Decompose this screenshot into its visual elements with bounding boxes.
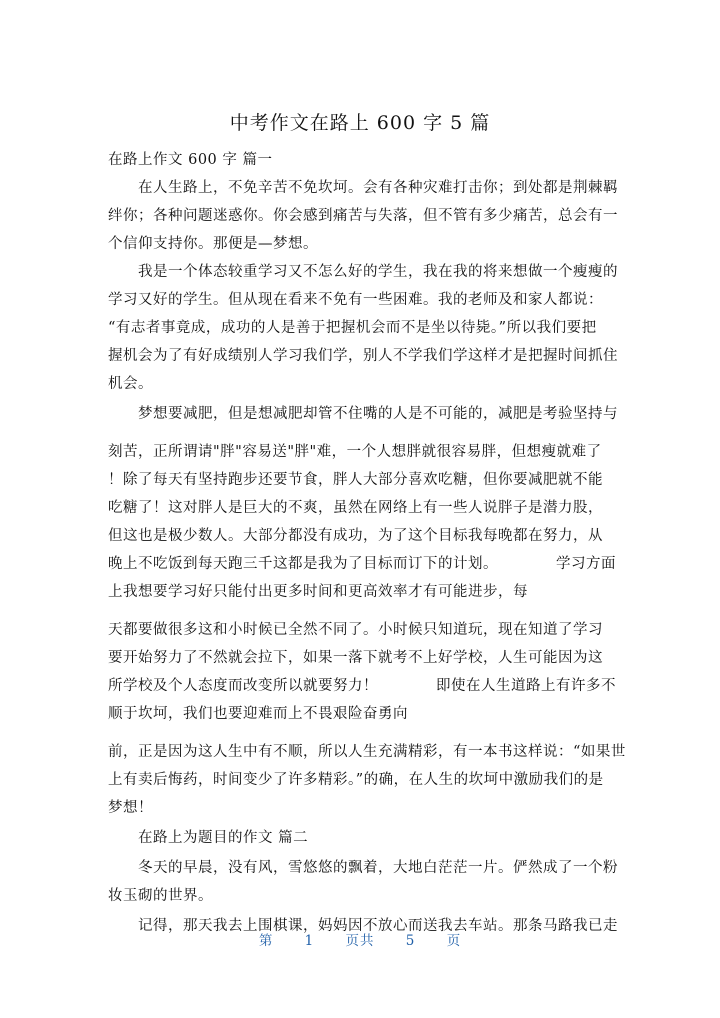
text-line-content: 吃糖了！这对胖人是巨大的不爽，虽然在网络上有一些人说胖子是潜力股， [108, 500, 603, 516]
text-line [108, 646, 603, 667]
text-line-content: 梦想！ [108, 800, 153, 816]
text-line-content: 前，正是因为这人生中有不顺，所以人生充满精彩，有一本书这样说：“如果世 [108, 744, 626, 760]
text-line [108, 468, 603, 489]
footer-total-pages: 5 [405, 933, 416, 949]
text-line-continuation: 即使在人生道路上有许多不 [436, 678, 616, 694]
text-line-content: 要开始努力了不然就会拉下，如果一落下就考不上好学校，人生可能因为这 [108, 650, 603, 666]
text-line-content: 我是一个体态较重学习又不怎么好的学生，我在我的将来想做一个瘦瘦的 [138, 264, 618, 280]
text-line-content: 在路上为题目的作文 篇二 [138, 830, 309, 846]
text-line-content: ！除了每天有坚持跑步还要节食，胖人大部分喜欢吃糖，但你要减肥就不能 [108, 472, 603, 488]
text-line-content: 冬天的早晨，没有风，雪悠悠的飘着，大地白茫茫一片。俨然成了一个粉 [138, 860, 618, 876]
text-line-content: 记得，那天我去上围棋课，妈妈因不放心而送我去车站。那条马路我已走 [138, 918, 618, 934]
text-line-content: 刻苦，正所谓请"胖"容易送"胖"难，一个人想胖就很容易胖，但想瘦就难了 [108, 444, 602, 460]
footer-page-number: 1 [304, 933, 315, 949]
text-line-content: 梦想要减肥，但是想减肥却管不住嘴的人是不可能的，减肥是考验坚持与 [138, 406, 618, 422]
text-line [108, 856, 618, 877]
text-line-content: 天都要做很多这和小时候已全然不同了。小时候只知道玩，现在知道了学习 [108, 622, 603, 638]
text-line [108, 702, 408, 723]
text-line [108, 148, 273, 169]
text-line-continuation: 学习方面 [556, 556, 616, 572]
text-line [108, 796, 153, 817]
text-line [108, 232, 318, 253]
document-body [108, 148, 626, 938]
text-line [108, 580, 528, 601]
text-line-content: 在路上作文 600 字 篇一 [108, 152, 273, 168]
text-line [108, 288, 603, 309]
footer-page-suffix: 页 [446, 933, 462, 949]
text-line-content: 在人生路上，不免辛苦不免坎坷。会有各种灾难打击你；到处都是荆棘羁 [138, 180, 618, 196]
text-line [108, 826, 308, 847]
text-line-content: 绊你；各种问题迷惑你。你会感到痛苦与失落，但不管有多少痛苦，总会有一 [108, 208, 618, 224]
text-line [108, 402, 618, 423]
text-line [108, 260, 618, 281]
text-line [108, 440, 602, 461]
text-line [108, 552, 616, 573]
text-line [108, 204, 618, 225]
text-line [108, 344, 618, 365]
text-line [108, 674, 616, 695]
document-title: 中考作文在路上 600 字 5 篇 [229, 112, 491, 134]
text-line [108, 524, 603, 545]
text-line-content: 个信仰支持你。那便是—梦想。 [108, 236, 318, 252]
text-line [108, 740, 626, 761]
page-footer [0, 929, 720, 949]
text-line [108, 884, 213, 905]
text-line [108, 176, 618, 197]
text-line-content: 晚上不吃饭到每天跑三千这都是我为了目标而订下的计划。 [108, 556, 498, 572]
footer-of-label: 页共 [345, 933, 375, 949]
text-line-content: 机会。 [108, 376, 153, 392]
text-line-content: 握机会为了有好成绩别人学习我们学，别人不学我们学这样才是把握时间抓住 [108, 348, 618, 364]
text-line-content: “有志者事竟成，成功的人是善于把握机会而不是坐以待毙。”所以我们要把 [108, 320, 597, 336]
footer-page-label: 第 [258, 933, 274, 949]
text-line [108, 496, 603, 517]
text-line [108, 768, 604, 789]
text-line-content: 但这也是极少数人。大部分都没有成功，为了这个目标我每晚都在努力，从 [108, 528, 603, 544]
text-line [108, 316, 597, 337]
text-line-content: 学习又好的学生。但从现在看来不免有一些困难。我的老师及和家人都说： [108, 292, 603, 308]
text-line [108, 618, 603, 639]
text-line-content: 上有卖后悔药，时间变少了许多精彩。”的确，在人生的坎坷中激励我们的是 [108, 772, 604, 788]
text-line-content: 上我想要学习好只能付出更多时间和更高效率才有可能进步，每 [108, 584, 528, 600]
text-line-content: 妆玉砌的世界。 [108, 888, 213, 904]
text-line [108, 372, 153, 393]
text-line-content: 所学校及个人态度而改变所以就要努力！ [108, 678, 378, 694]
text-line-content: 顺于坎坷，我们也要迎难而上不畏艰险奋勇向 [108, 706, 408, 722]
